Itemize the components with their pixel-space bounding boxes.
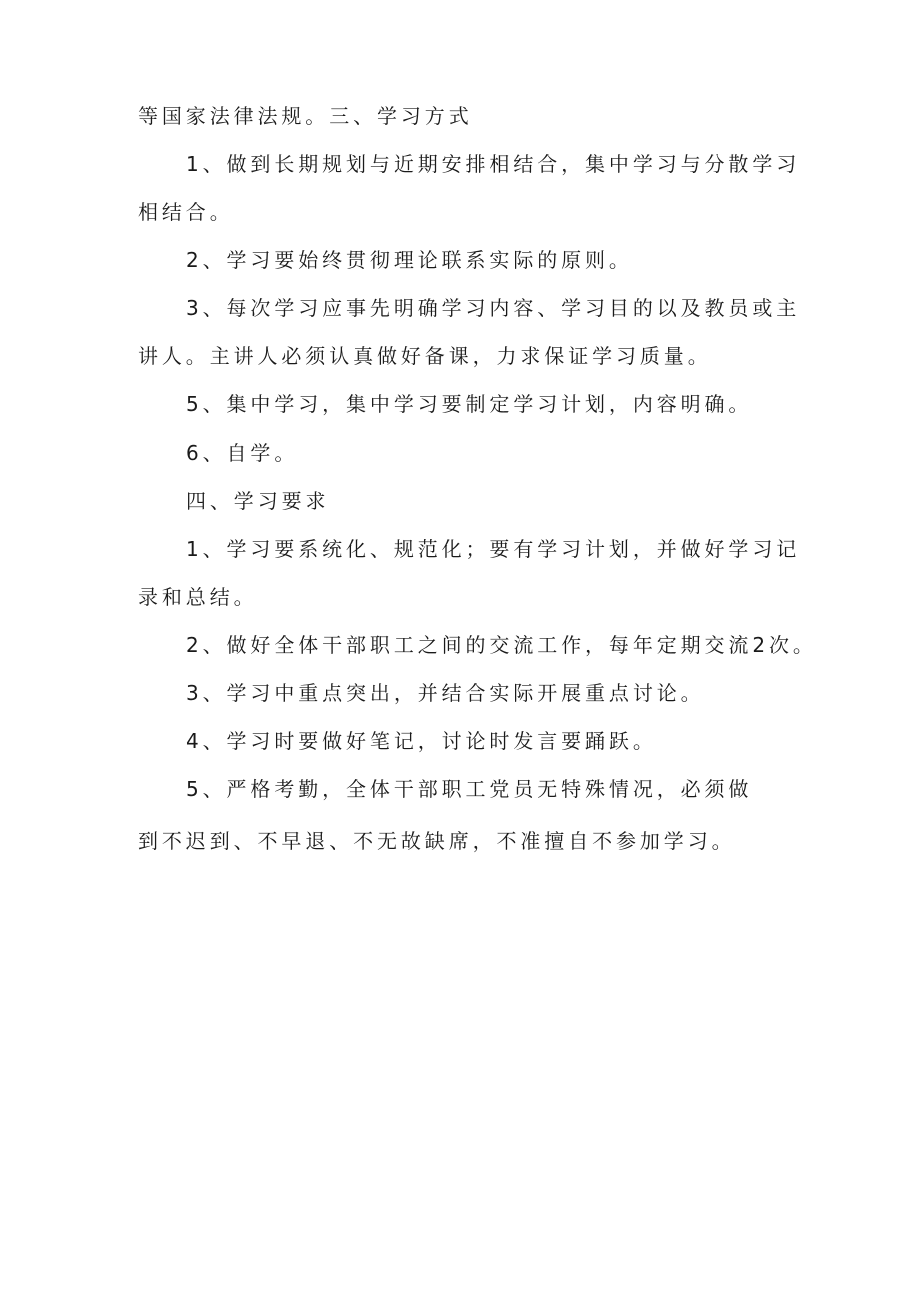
text-line: 1、学习要系统化、规范化；要有学习计划，并做好学习记 [186, 537, 801, 561]
text-line: 2、做好全体干部职工之间的交流工作，每年定期交流2次。 [186, 633, 817, 657]
text-line: 到不迟到、不早退、不无故缺席，不准擅自不参加学习。 [138, 829, 736, 853]
text-line: 4、学习时要做好笔记，讨论时发言要踊跃。 [186, 729, 657, 753]
text-line: 录和总结。 [138, 585, 258, 609]
text-line: 5、集中学习，集中学习要制定学习计划，内容明确。 [186, 392, 753, 416]
section-heading: 四、学习要求 [186, 489, 330, 513]
text-line: 讲人。主讲人必须认真做好备课，力求保证学习质量。 [138, 344, 712, 368]
text-line: 1、做到长期规划与近期安排相结合，集中学习与分散学习 [186, 152, 801, 176]
text-line: 3、每次学习应事先明确学习内容、学习目的以及教员或主 [186, 296, 801, 320]
text-line: 等国家法律法规。三、学习方式 [138, 104, 473, 128]
text-line: 6、自学。 [186, 441, 299, 465]
text-line: 相结合。 [138, 200, 234, 224]
text-line: 2、学习要始终贯彻理论联系实际的原则。 [186, 248, 633, 272]
text-line: 3、学习中重点突出，并结合实际开展重点讨论。 [186, 681, 705, 705]
text-line: 5、严格考勤，全体干部职工党员无特殊情况，必须做 [186, 777, 753, 801]
